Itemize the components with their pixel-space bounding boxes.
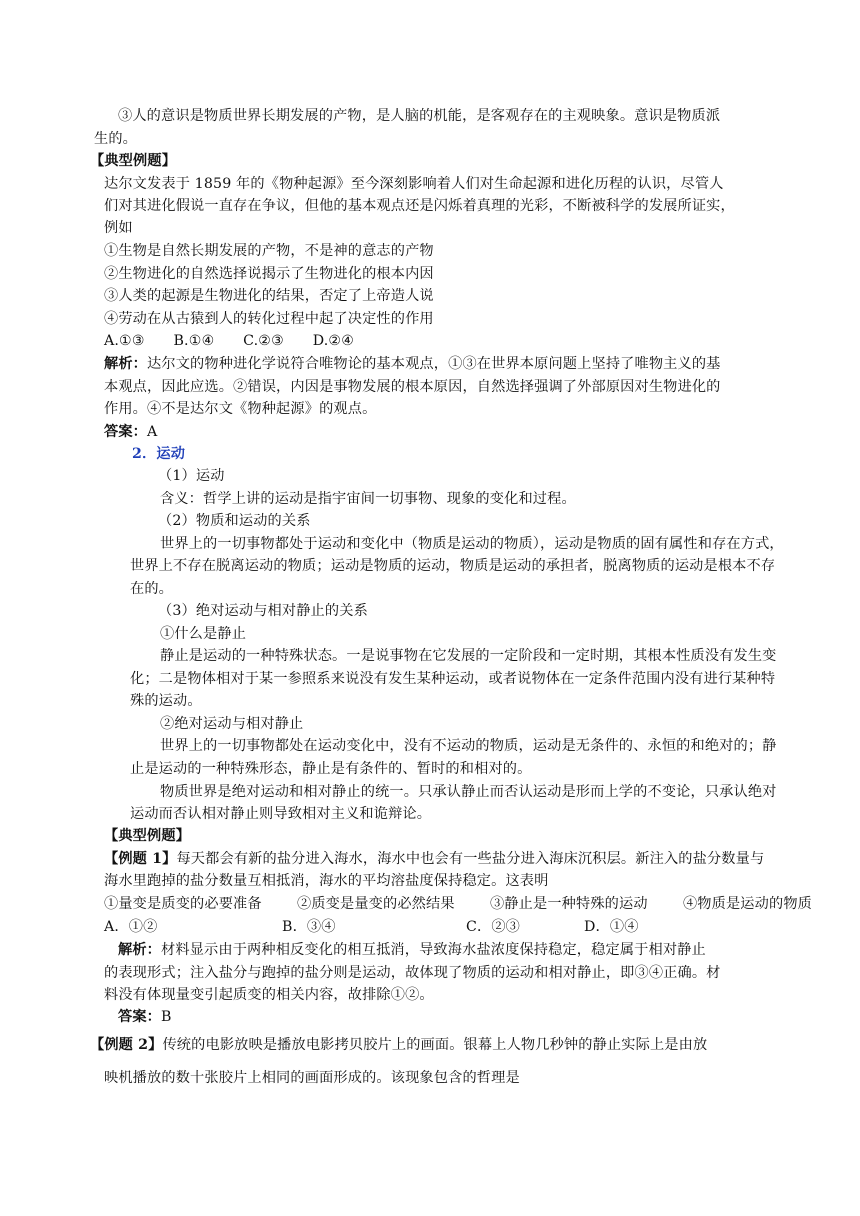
analysis-label: 解析： bbox=[104, 356, 148, 372]
subsection-1-title: （1）运动 bbox=[158, 468, 225, 484]
subsection-3b-line-1: 世界上的一切事物都处在运动变化中，没有不运动的物质，运动是无条件的、永恒的和绝对的；静 bbox=[160, 738, 777, 754]
subsection-1-text: 含义：哲学上讲的运动是指宇宙间一切事物、现象的变化和过程。 bbox=[160, 491, 576, 507]
analysis-line-1: 解析：达尔文的物种进化学说符合唯物论的基本观点，①③在世界本原问题上坚持了唯物主义的基 bbox=[104, 356, 721, 372]
subsection-3b-line-2: 止是运动的一种特殊形态，静止是有条件的、暂时的和相对的。 bbox=[130, 761, 532, 777]
example-3-label: 【例题 2】 bbox=[90, 1037, 163, 1053]
answer-label: 答案： bbox=[104, 424, 148, 440]
statement-2: ②生物进化的自然选择说揭示了生物进化的根本内因 bbox=[104, 266, 434, 282]
example-2-analysis-line-1: 解析：材料显示由于两种相反变化的相互抵消，导致海水盐浓度保持稳定，稳定属于相对静止 bbox=[118, 942, 706, 958]
example-2-label: 【例题 1】 bbox=[104, 851, 177, 867]
example-2-answer-value: B bbox=[161, 1009, 172, 1025]
example-2-statement-2: ②质变是量变的必然结果 bbox=[296, 896, 455, 912]
subsection-3a-line-1: 静止是运动的一种特殊状态。一是说事物在它发展的一定阶段和一定时期，其根本性质没有发生变 bbox=[160, 648, 777, 664]
subsection-2-line-1: 世界上的一切事物都处于运动和变化中（物质是运动的物质），运动是物质的固有属性和存在方式， bbox=[160, 536, 784, 552]
subsection-3a-line-2: 化；二是物体相对于某一参照系来说没有发生某种运动，或者说物体在一定条件范围内没有进行某种特 bbox=[130, 671, 776, 687]
answer-options bbox=[104, 331, 354, 351]
option-d: D.②④ bbox=[312, 333, 355, 349]
question-line-3: 例如 bbox=[104, 220, 133, 236]
example-2-analysis-label: 解析： bbox=[118, 942, 162, 958]
example-2-analysis-line-2: 的表现形式；注入盐分与跑掉的盐分则是运动，故体现了物质的运动和相对静止，即③④正确。材 bbox=[104, 965, 721, 981]
answer-line bbox=[104, 422, 157, 442]
example-2-answer-line bbox=[118, 1007, 172, 1027]
subsection-3b-title: ②绝对运动与相对静止 bbox=[160, 716, 304, 732]
example-2-answer-label: 答案： bbox=[118, 1009, 162, 1025]
analysis-line-2: 本观点，因此应选。②错误，内因是事物发展的根本原因，自然选择强调了外部原因对生物进化的 bbox=[104, 379, 721, 395]
example-heading: 【典型例题】 bbox=[90, 153, 177, 169]
subsection-2-title: （2）物质和运动的关系 bbox=[158, 513, 311, 529]
intro-line-1: ③人的意识是物质世界长期发展的产物，是人脑的机能，是客观存在的主观映象。意识是物质派 bbox=[118, 108, 721, 124]
option-a: A.①③ bbox=[104, 333, 145, 349]
statement-3: ③人类的起源是生物进化的结果，否定了上帝造人说 bbox=[104, 288, 434, 304]
example-2-option-c: C．②③ bbox=[466, 919, 521, 935]
question-line-1: 达尔文发表于 1859 年的《物种起源》至今深刻影响着人们对生命起源和进化历程的认识，尽管人 bbox=[104, 176, 724, 192]
example-2-statement-4: ④物质是运动的物质 bbox=[682, 896, 812, 912]
option-c: C.②③ bbox=[243, 333, 285, 349]
subsection-3a-title: ①什么是静止 bbox=[160, 626, 247, 642]
example-2-question-line-1: 【例题 1】每天都会有新的盐分进入海水，海水中也会有一些盐分进入海床沉积层。新注入的盐分数量与 bbox=[104, 851, 765, 867]
answer-value: A bbox=[147, 424, 158, 440]
example-2-option-b: B．③④ bbox=[282, 919, 336, 935]
example-2-option-d: D．①④ bbox=[584, 919, 639, 935]
example-2-question-line-2: 海水里跑掉的盐分数量互相抵消，海水的平均溶盐度保持稳定。这表明 bbox=[104, 873, 549, 889]
analysis-line-3: 作用。④不是达尔文《物种起源》的观点。 bbox=[104, 401, 377, 417]
section-title: 2．运动 bbox=[132, 446, 186, 462]
subsection-2-line-2: 世界上不存在脱离运动的物质；运动是物质的运动，物质是运动的承担者，脱离物质的运动是根本不存 bbox=[130, 558, 776, 574]
example-2-statement-1: ①量变是质变的必要准备 bbox=[104, 896, 262, 912]
option-b: B.①④ bbox=[173, 333, 215, 349]
statement-1: ①生物是自然长期发展的产物，不是神的意志的产物 bbox=[104, 243, 434, 259]
subsection-3b-line-4: 运动而否认相对静止则导致相对主义和诡辩论。 bbox=[130, 806, 432, 822]
example-2-analysis-line-3: 料没有体现量变引起质变的相关内容，故排除①②。 bbox=[104, 987, 434, 1003]
statement-4: ④劳动在从古猿到人的转化过程中起了决定性的作用 bbox=[104, 311, 434, 327]
example-3-question-line-1: 【例题 2】传统的电影放映是播放电影拷贝胶片上的画面。银幕上人物几秒钟的静止实际上是由放 bbox=[90, 1037, 708, 1053]
subsection-2-line-3: 在的。 bbox=[130, 581, 174, 597]
question-line-2: 们对其进化假说一直存在争议，但他的基本观点还是闪烁着真理的光彩，不断被科学的发展所证实， bbox=[104, 198, 735, 214]
example-heading-2: 【典型例题】 bbox=[104, 828, 191, 844]
subsection-3b-line-3: 物质世界是绝对运动和相对静止的统一。只承认静止而否认运动是形而上学的不变论，只承认绝对 bbox=[160, 784, 777, 800]
example-3-question-line-2: 映机播放的数十张胶片上相同的画面形成的。该现象包含的哲理是 bbox=[104, 1070, 520, 1086]
subsection-3-title: （3）绝对运动与相对静止的关系 bbox=[158, 603, 368, 619]
example-2-statements bbox=[104, 894, 812, 914]
example-2-statement-3: ③静止是一种特殊的运动 bbox=[489, 896, 648, 912]
intro-line-2: 生的。 bbox=[94, 131, 138, 147]
example-2-option-a: A．①② bbox=[104, 919, 158, 935]
subsection-3a-line-3: 殊的运动。 bbox=[130, 693, 202, 709]
